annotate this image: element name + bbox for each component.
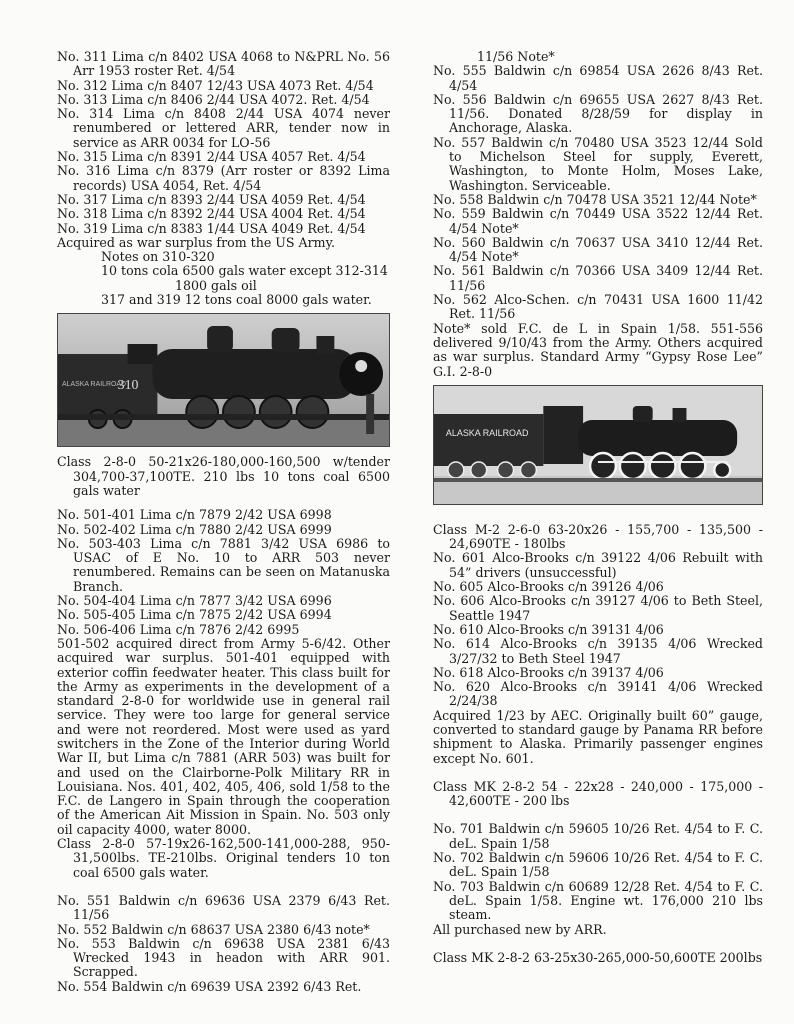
- roster-entry: No. 501-401 Lima c/n 7879 2/42 USA 6998: [57, 507, 332, 523]
- note-line: 317 and 319 12 tons coal 8000 gals water.: [101, 292, 372, 308]
- roster-entry: No. 313 Lima c/n 8406 2/44 USA 4072. Ret. 4/54: [57, 91, 370, 107]
- roster-entry: No. 314 Lima c/n 8408 2/44 USA 4074 never renumbered or lettered ARR, tender now in service as ARR 0034 for LO-56: [57, 106, 390, 150]
- roster-entry: No. 560 Baldwin c/n 70637 USA 3410 12/44 Ret. 4/54 Note*: [433, 234, 763, 265]
- roster-entry: No. 505-405 Lima c/n 7875 2/42 USA 6994: [57, 607, 332, 623]
- roster-entry: No. 701 Baldwin c/n 59605 10/26 Ret. 4/54 to F. C. deL. Spain 1/58: [433, 821, 763, 851]
- roster-entry: No. 561 Baldwin c/n 70366 USA 3409 12/44 Ret. 11/56: [433, 263, 763, 293]
- roster-entry: No. 555 Baldwin c/n 69854 USA 2626 8/43 Ret. 4/54: [433, 63, 763, 93]
- roster-entry: Class 2-8-0 57-19x26-162,500-141,000-288, 950-31,500lbs. TE-210lbs. Original tenders 10 ton coal 6500 gals water.: [57, 836, 390, 880]
- spacer: [433, 766, 763, 780]
- alaska-railroad-locomotive-photo: [433, 385, 763, 505]
- paragraph: Acquired as war surplus from the US Army.: [57, 234, 336, 250]
- svg-text:310: 310: [117, 378, 139, 394]
- spacer: [433, 808, 763, 822]
- roster-entry: No. 552 Baldwin c/n 68637 USA 2380 6/43 note*: [57, 921, 370, 937]
- paragraph: 501-502 acquired direct from Army 5-6/42. Other acquired war surplus. 501-401 equipped with exterior coffin feedwater heater. This class built for the Army as experiments in the development of a standard 2-8-0 for worldwide use in general rail service. They were too large for general service and were not reordered. Most were used as yard switchers in the Zone of the Interior during World War II, but Lima c/n 7881 (ARR 503) was built for and used on the Clairborne-Polk Military RR in Louisiana. Nos. 401, 402, 405, 406, sold 1/58 to the F.C. de Langero in Spain through the cooperation of the American Ait Mission in Spain. No. 503 only oil capacity 4000, water 8000.: [57, 635, 390, 837]
- spacer: [57, 880, 390, 894]
- roster-entry: No. 557 Baldwin c/n 70480 USA 3523 12/44 Sold to Michelson Steel for supply, Everett, Washington, to Monte Holm, Moses Lake, Washington. Serviceable.: [433, 134, 763, 193]
- roster-entry: No. 502-402 Lima c/n 7880 2/42 USA 6999: [57, 521, 332, 537]
- roster-entry: No. 562 Alco-Schen. c/n 70431 USA 1600 11/42 Ret. 11/56: [433, 292, 763, 322]
- roster-entry: No. 316 Lima c/n 8379 (Arr roster or 8392 Lima records) USA 4054, Ret. 4/54: [57, 163, 390, 193]
- roster-entry: No. 605 Alco-Brooks c/n 39126 4/06: [433, 579, 664, 595]
- svg-text:ALASKA RAILROAD: ALASKA RAILROAD: [61, 381, 127, 389]
- roster-entry: No. 614 Alco-Brooks c/n 39135 4/06 Wrecked 3/27/32 to Beth Steel 1947: [433, 636, 763, 666]
- roster-entry: No. 551 Baldwin c/n 69636 USA 2379 6/43 Ret. 11/56: [57, 892, 390, 923]
- roster-entry: No. 601 Alco-Brooks c/n 39122 4/06 Rebuilt with 54” drivers (unsuccessful): [433, 550, 763, 580]
- roster-entry: No. 703 Baldwin c/n 60689 12/28 Ret. 4/54 to F. C. deL. Spain 1/58. Engine wt. 176,000 210 lbs steam.: [433, 878, 763, 923]
- roster-entry: No. 506-406 Lima c/n 7876 2/42 6995: [57, 621, 300, 637]
- roster-entry: No. 503-403 Lima c/n 7881 3/42 USA 6986 to USAC of E No. 10 to ARR 503 never renumbered. Remains can be seen on Matanuska Branch.: [57, 535, 390, 594]
- roster-entry: No. 311 Lima c/n 8402 USA 4068 to N&PRL No. 56 Arr 1953 roster Ret. 4/54: [57, 49, 390, 79]
- note-line: 10 tons cola 6500 gals water except 312-314: [101, 263, 388, 279]
- roster-entry: Class M-2 2-6-0 63-20x26 - 155,700 - 135,500 - 24,690TE - 180lbs: [433, 521, 763, 552]
- spacer: [433, 937, 763, 951]
- roster-entry: No. 312 Lima c/n 8407 12/43 USA 4073 Ret. 4/54: [57, 77, 374, 93]
- roster-entry: Class MK 2-8-2 54 - 22x28 - 240,000 - 175,000 - 42,600TE - 200 lbs: [433, 778, 763, 809]
- locomotive-310-photo: [57, 313, 390, 447]
- note-line: 1800 gals oil: [175, 277, 257, 293]
- roster-entry: No. 315 Lima c/n 8391 2/44 USA 4057 Ret. 4/54: [57, 149, 366, 165]
- roster-entry: No. 559 Baldwin c/n 70449 USA 3522 12/44 Ret. 4/54 Note*: [433, 206, 763, 236]
- svg-text:ALASKA RAILROAD: ALASKA RAILROAD: [445, 427, 529, 438]
- roster-entry: No. 702 Baldwin c/n 59606 10/26 Ret. 4/54 to F. C. deL. Spain 1/58: [433, 850, 763, 880]
- roster-entry: Class MK 2-8-2 63-25x30-265,000-50,600TE 200lbs: [433, 949, 763, 965]
- roster-entry: No. 620 Alco-Brooks c/n 39141 4/06 Wrecked 2/24/38: [433, 679, 763, 709]
- roster-entry: No. 554 Baldwin c/n 69639 USA 2392 6/43 Ret.: [57, 978, 362, 994]
- roster-entry: No. 610 Alco-Brooks c/n 39131 4/06: [433, 621, 664, 637]
- paragraph: All purchased new by ARR.: [433, 921, 607, 937]
- note-line: Notes on 310-320: [101, 249, 215, 265]
- right-column: [433, 50, 763, 965]
- paragraph: Note* sold F.C. de L in Spain 1/58. 551-556 delivered 9/10/43 from the Army. Others acquired as war surplus. Standard Army “Gypsy Rose Lee” G.I. 2-8-0: [433, 320, 763, 379]
- roster-entry: No. 504-404 Lima c/n 7877 3/42 USA 6996: [57, 593, 332, 609]
- roster-entry: No. 553 Baldwin c/n 69638 USA 2381 6/43 Wrecked 1943 in headon with ARR 901. Scrapped.: [57, 935, 390, 980]
- paragraph: Acquired 1/23 by AEC. Originally built 60” gauge, converted to standard gauge by Panama RR before shipment to Alaska. Primarily passenger engines except No. 601.: [433, 707, 763, 766]
- roster-entry: No. 318 Lima c/n 8392 2/44 USA 4004 Ret. 4/54: [57, 206, 366, 222]
- roster-entry: No. 317 Lima c/n 8393 2/44 USA 4059 Ret. 4/54: [57, 191, 366, 207]
- roster-entry: Class 2-8-0 50-21x26-180,000-160,500 w/tender 304,700-37,100TE. 210 lbs 10 tons coal 6500 gals water: [57, 454, 390, 498]
- roster-entry: No. 558 Baldwin c/n 70478 USA 3521 12/44 Note*: [433, 191, 757, 207]
- left-column: [57, 50, 390, 994]
- roster-entry: No. 618 Alco-Brooks c/n 39137 4/06: [433, 664, 664, 680]
- roster-entry: No. 606 Alco-Brooks c/n 39127 4/06 to Beth Steel, Seattle 1947: [433, 593, 763, 623]
- note-line: 11/56 Note*: [477, 49, 555, 64]
- roster-entry: No. 556 Baldwin c/n 69655 USA 2627 8/43 Ret. 11/56. Donated 8/28/59 for display in Anchorage, Alaska.: [433, 91, 763, 136]
- roster-entry: No. 319 Lima c/n 8383 1/44 USA 4049 Ret. 4/54: [57, 220, 366, 236]
